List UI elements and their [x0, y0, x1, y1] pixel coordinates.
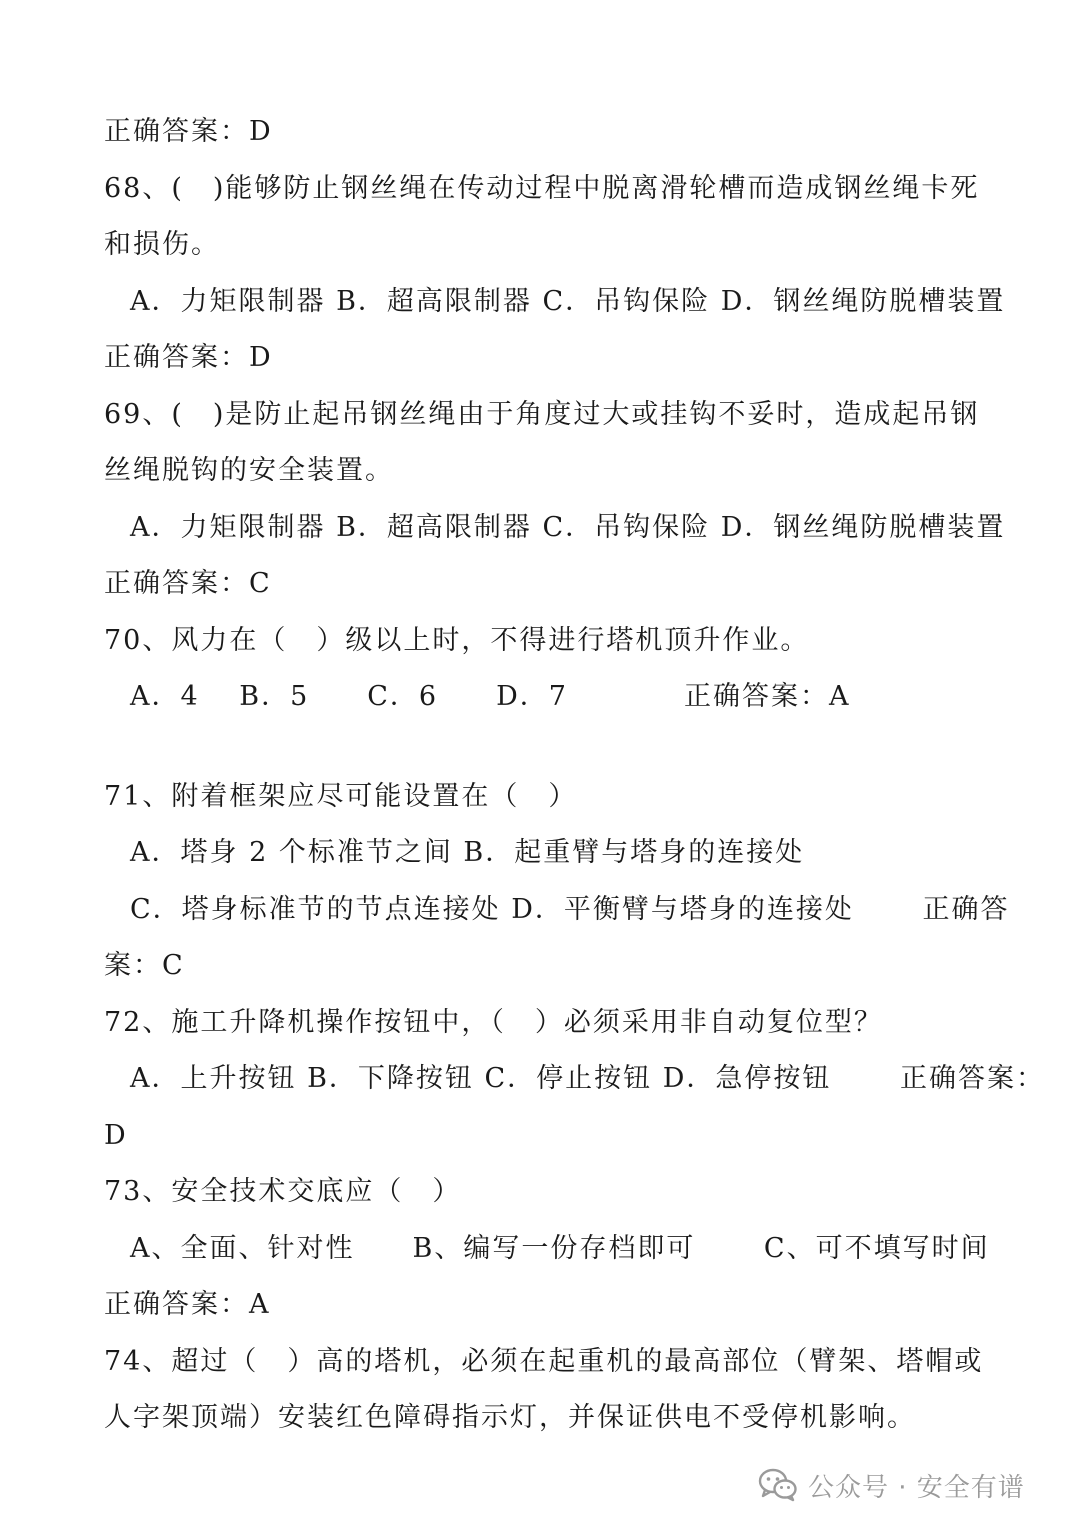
question-70-options: A．4 B．5 C．6 D．7 正确答案：A — [130, 681, 851, 712]
question-69-line-1: 69、( )是防止起吊钢丝绳由于角度过大或挂钩不妥时，造成起吊钢 — [104, 399, 980, 430]
question-72: 72、施工升降机操作按钮中，（ ）必须采用非自动复位型？ — [104, 1007, 883, 1038]
question-72-options: A．上升按钮 B．下降按钮 C．停止按钮 D．急停按钮 正确答案： — [130, 1063, 1045, 1094]
answer-69: 正确答案：C — [104, 568, 272, 599]
question-74-line-1: 74、超过（ ）高的塔机，必须在起重机的最高部位（臂架、塔帽或 — [104, 1346, 984, 1377]
answer-71: 案：C — [104, 950, 185, 981]
question-73-options: A、全面、针对性 B、编写一份存档即可 C、可不填写时间 — [130, 1233, 990, 1264]
question-71-options-2: C．塔身标准节的节点连接处 D．平衡臂与塔身的连接处 正确答 — [130, 894, 1010, 925]
watermark-text: 公众号 · 安全有谱 — [808, 1472, 1025, 1503]
question-71: 71、附着框架应尽可能设置在（ ） — [104, 781, 578, 812]
question-73: 73、安全技术交底应（ ） — [104, 1176, 462, 1207]
question-68-options: A．力矩限制器 B．超高限制器 C．吊钩保险 D．钢丝绳防脱槽装置 — [130, 286, 1006, 317]
answer-73: 正确答案：A — [104, 1289, 271, 1320]
wechat-icon — [758, 1468, 798, 1502]
answer-72: D — [104, 1120, 128, 1151]
watermark — [758, 1463, 1025, 1507]
question-68-line-2: 和损伤。 — [104, 229, 220, 260]
question-68-line-1: 68、( )能够防止钢丝绳在传动过程中脱离滑轮槽而造成钢丝绳卡死 — [104, 173, 980, 204]
answer-68: 正确答案：D — [104, 342, 273, 373]
question-71-options-1: A．塔身 2 个标准节之间 B．起重臂与塔身的连接处 — [130, 837, 805, 868]
question-70: 70、风力在（ ）级以上时，不得进行塔机顶升作业。 — [104, 625, 810, 656]
question-69-line-2: 丝绳脱钩的安全装置。 — [104, 455, 394, 486]
answer-67: 正确答案：D — [104, 116, 273, 147]
question-74-line-2: 人字架顶端）安装红色障碍指示灯，并保证供电不受停机影响。 — [104, 1402, 916, 1433]
question-69-options: A．力矩限制器 B．超高限制器 C．吊钩保险 D．钢丝绳防脱槽装置 — [130, 512, 1006, 543]
